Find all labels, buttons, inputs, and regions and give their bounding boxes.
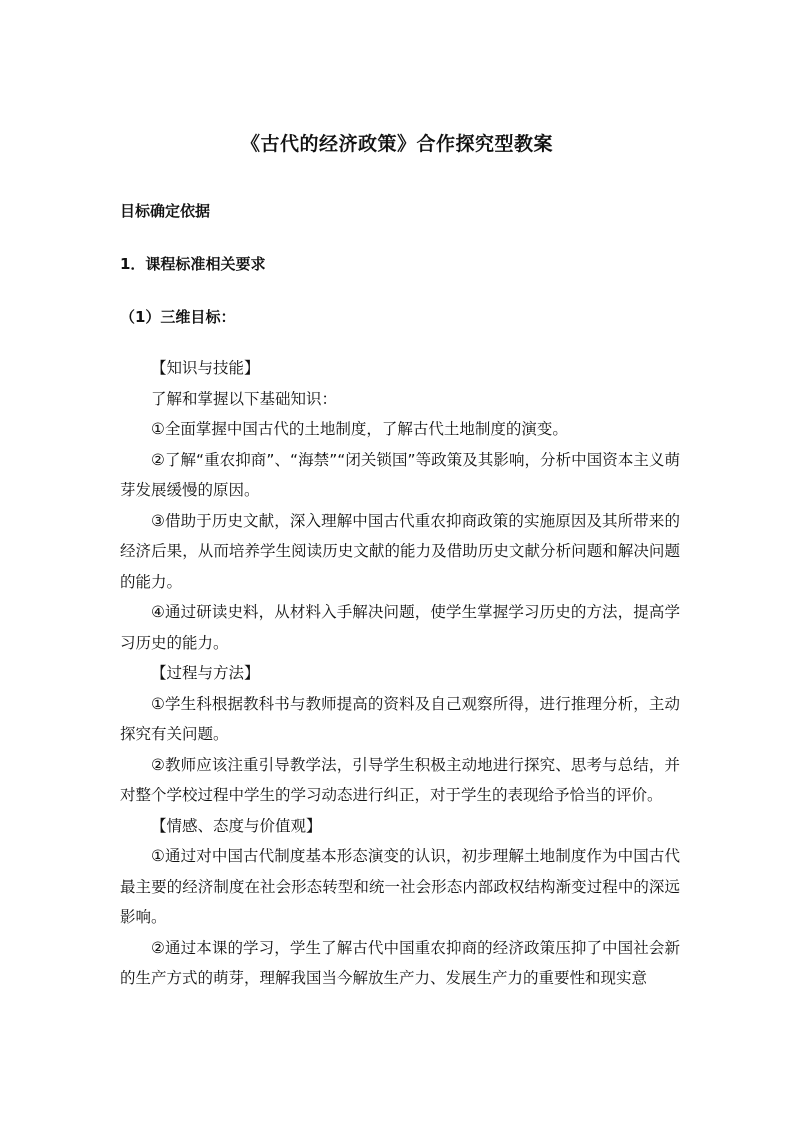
emotion-item-2: ②通过本课的学习，学生了解古代中国重农抑商的经济政策压抑了中国社会新的生产方式的萌芽，理解我国当今解放生产力、发展生产力的重要性和现实意 <box>120 938 680 987</box>
knowledge-item-2: ②了解“重农抑商”、“海禁”“闭关锁国”等政策及其影响，分析中国资本主义萌芽发展缓慢的原因。 <box>120 450 680 499</box>
section-label-emotion: 【情感、态度与价值观】 <box>151 816 322 835</box>
section-label-process: 【过程与方法】 <box>151 664 260 682</box>
document-body <box>120 353 680 994</box>
emotion-item-1: ①通过对中国古代制度基本形态演变的认识，初步理解土地制度作为中国古代最主要的经济制度在社会形态转型和统一社会形态内部政权结构渐变过程中的深远影响。 <box>120 847 680 926</box>
knowledge-intro: 了解和掌握以下基础知识： <box>151 389 338 408</box>
heading-curriculum-standard: 1．课程标准相关要求 <box>120 255 266 273</box>
process-item-2: ②教师应该注重引导教学法，引导学生积极主动地进行探究、思考与总结，并对整个学校过程中学生的学习动态进行纠正，对于学生的表现给予恰当的评价。 <box>120 755 680 804</box>
heading-three-dimensional-goals: （1）三维目标： <box>120 308 236 326</box>
knowledge-item-1: ①全面掌握中国古代的土地制度，了解古代土地制度的演变。 <box>151 420 568 438</box>
document-title: 《古代的经济政策》合作探究型教案 <box>240 133 553 155</box>
process-item-1: ①学生科根据教科书与教师提高的资料及自己观察所得，进行推理分析，主动探究有关问题。 <box>120 694 680 743</box>
section-label-knowledge: 【知识与技能】 <box>151 359 260 377</box>
knowledge-item-3: ③借助于历史文献，深入理解中国古代重农抑商政策的实施原因及其所带来的经济后果，从而培养学生阅读历史文献的能力及借助历史文献分析问题和解决问题的能力。 <box>120 511 680 591</box>
heading-target-basis: 目标确定依据 <box>120 202 211 220</box>
knowledge-item-4: ④通过研读史料，从材料入手解决问题，使学生掌握学习历史的方法，提高学习历史的能力。 <box>120 603 680 652</box>
